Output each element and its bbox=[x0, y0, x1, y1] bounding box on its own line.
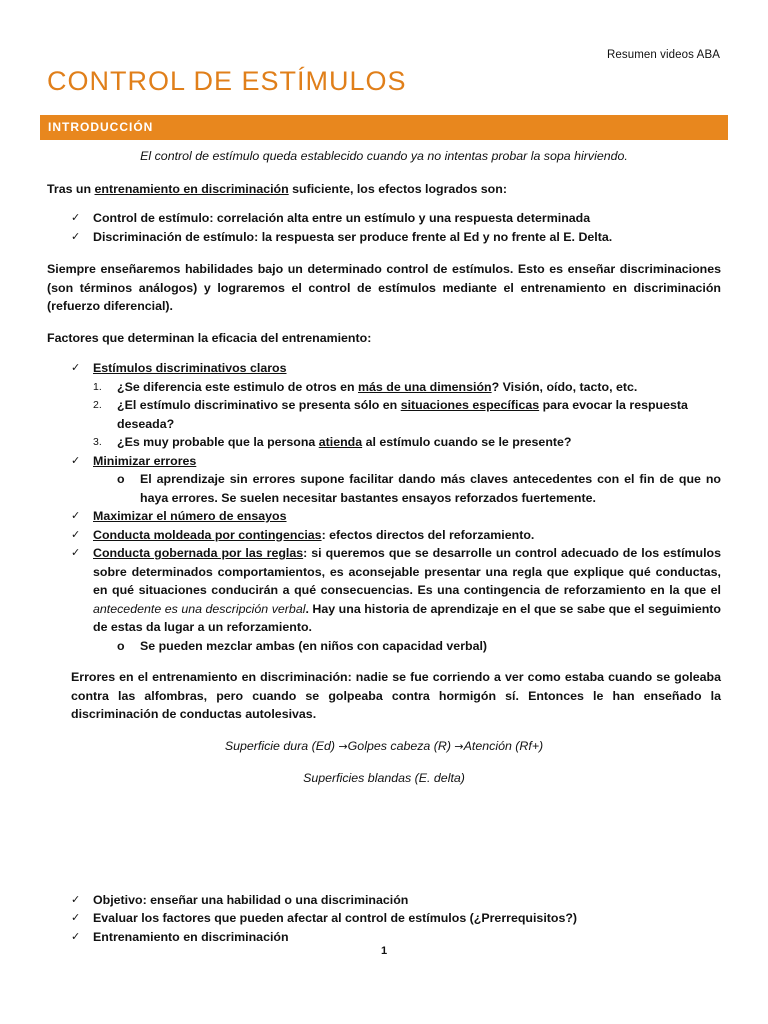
factors-list bbox=[47, 359, 721, 378]
mix-list bbox=[47, 637, 721, 656]
checkmark-icon: ✓ bbox=[71, 546, 81, 559]
minimize-detail-list bbox=[47, 470, 721, 507]
list-item: o El aprendizaje sin errores supone facilitar dando más claves antecedentes con el fin de que no haya errores. Se suelen necesitar bastantes ensayos reforzados fuertemente. bbox=[117, 472, 721, 505]
checkmark-icon: ✓ bbox=[71, 211, 81, 224]
final-list bbox=[47, 891, 721, 947]
checkmark-icon: ✓ bbox=[71, 911, 81, 924]
factors-heading: Factores que determinan la eficacia del entrenamiento: bbox=[47, 330, 372, 345]
list-item: ✓ Conducta moldeada por contingencias: efectos directos del reforzamiento. bbox=[47, 526, 721, 545]
checkmark-icon: ✓ bbox=[71, 453, 81, 467]
intro-quote: El control de estímulo queda establecido cuando ya no intentas probar la sopa hirviendo. bbox=[140, 149, 628, 163]
list-item: ✓ Minimizar errores bbox=[47, 452, 721, 471]
page-number: 1 bbox=[380, 945, 388, 957]
list-item: ✓ Control de estímulo: correlación alta entre un estímulo y una respuesta determinada bbox=[47, 209, 721, 228]
checkmark-icon: ✓ bbox=[71, 929, 81, 943]
arrow-icon: → bbox=[454, 739, 464, 753]
checkmark-icon: ✓ bbox=[71, 892, 81, 906]
list-item: ✓ Entrenamiento en discriminación bbox=[47, 928, 721, 947]
minimize-list bbox=[47, 452, 721, 471]
training-lead: Tras un entrenamiento en discriminación suficiente, los efectos logrados son: bbox=[47, 181, 507, 196]
list-item: ✓ Discriminación de estímulo: la respuesta ser produce frente al Ed y no frente al E. Delta. bbox=[47, 228, 721, 247]
more-factors-list bbox=[47, 507, 721, 637]
header-note: Resumen videos ABA bbox=[606, 49, 720, 61]
list-item: ✓ Objetivo: enseñar una habilidad o una discriminación bbox=[47, 891, 721, 910]
list-item: 3. ¿Es muy probable que la persona atienda al estímulo cuando se le presente? bbox=[93, 435, 572, 449]
list-item: 1. ¿Se diferencia este estimulo de otros en más de una dimensión? Visión, oído, tacto, etc. bbox=[93, 379, 638, 394]
arrow-icon: → bbox=[338, 739, 348, 753]
effects-list bbox=[47, 209, 721, 246]
list-item: o Se pueden mezclar ambas (en niños con capacidad verbal) bbox=[47, 637, 721, 656]
list-item: ✓ Conducta gobernada por las reglas: si queremos que se desarrolle un control adecuado de los estímulos sobre determinados comportamientos, es aconsejable presentar una regla que explique qué conductas, en qué situaciones conducirán a qué consecuencias. Es una contingencia de reforzamiento en la que el antecedente es una descripción verbal. Hay una historia de aprendizaje en el que se sabe que el seguimiento de estas da lugar a un reforzamiento. bbox=[71, 546, 721, 634]
checkmark-icon: ✓ bbox=[71, 527, 81, 541]
list-item: ✓ Estímulos discriminativos claros bbox=[47, 359, 721, 378]
checkmark-icon: ✓ bbox=[71, 509, 81, 522]
bullet-icon: o bbox=[117, 638, 125, 653]
paragraph-always: Siempre enseñaremos habilidades bajo un determinado control de estímulos. Esto es enseñar discriminaciones (son términos análogos) y lograremos el control de estímulos mediante el entrenamiento en discriminación (refuerzo diferencial). bbox=[47, 262, 721, 313]
page-title: CONTROL DE ESTÍMULOS bbox=[47, 66, 407, 96]
list-item: ✓ Evaluar los factores que pueden afectar al control de estímulos (¿Prerrequisitos?) bbox=[47, 909, 721, 928]
section-heading-intro: INTRODUCCIÓN bbox=[40, 115, 728, 140]
document-body bbox=[47, 145, 721, 946]
formula-line: Superficie dura (Ed) →Golpes cabeza (R) →Atención (Rf+) bbox=[224, 738, 544, 753]
list-item: 2. ¿El estímulo discriminativo se presenta sólo en situaciones específicas para evocar la respuesta deseada? bbox=[93, 398, 688, 431]
errors-paragraph: Errores en el entrenamiento en discriminación: nadie se fue corriendo a ver como estaba cuando se goleaba contra las alfombras, pero cuando se golpeaba contra hormigón sí. Entonces le han enseñado la discriminación de conductas autolesivas. bbox=[71, 670, 721, 721]
bullet-icon: o bbox=[117, 472, 125, 486]
formula-soft: Superficies blandas (E. delta) bbox=[303, 771, 465, 785]
questions-list bbox=[47, 378, 721, 452]
checkmark-icon: ✓ bbox=[71, 361, 81, 374]
training-link: entrenamiento en discriminación bbox=[94, 181, 289, 196]
checkmark-icon: ✓ bbox=[71, 229, 81, 243]
list-item: ✓ Maximizar el número de ensayos bbox=[47, 507, 721, 526]
